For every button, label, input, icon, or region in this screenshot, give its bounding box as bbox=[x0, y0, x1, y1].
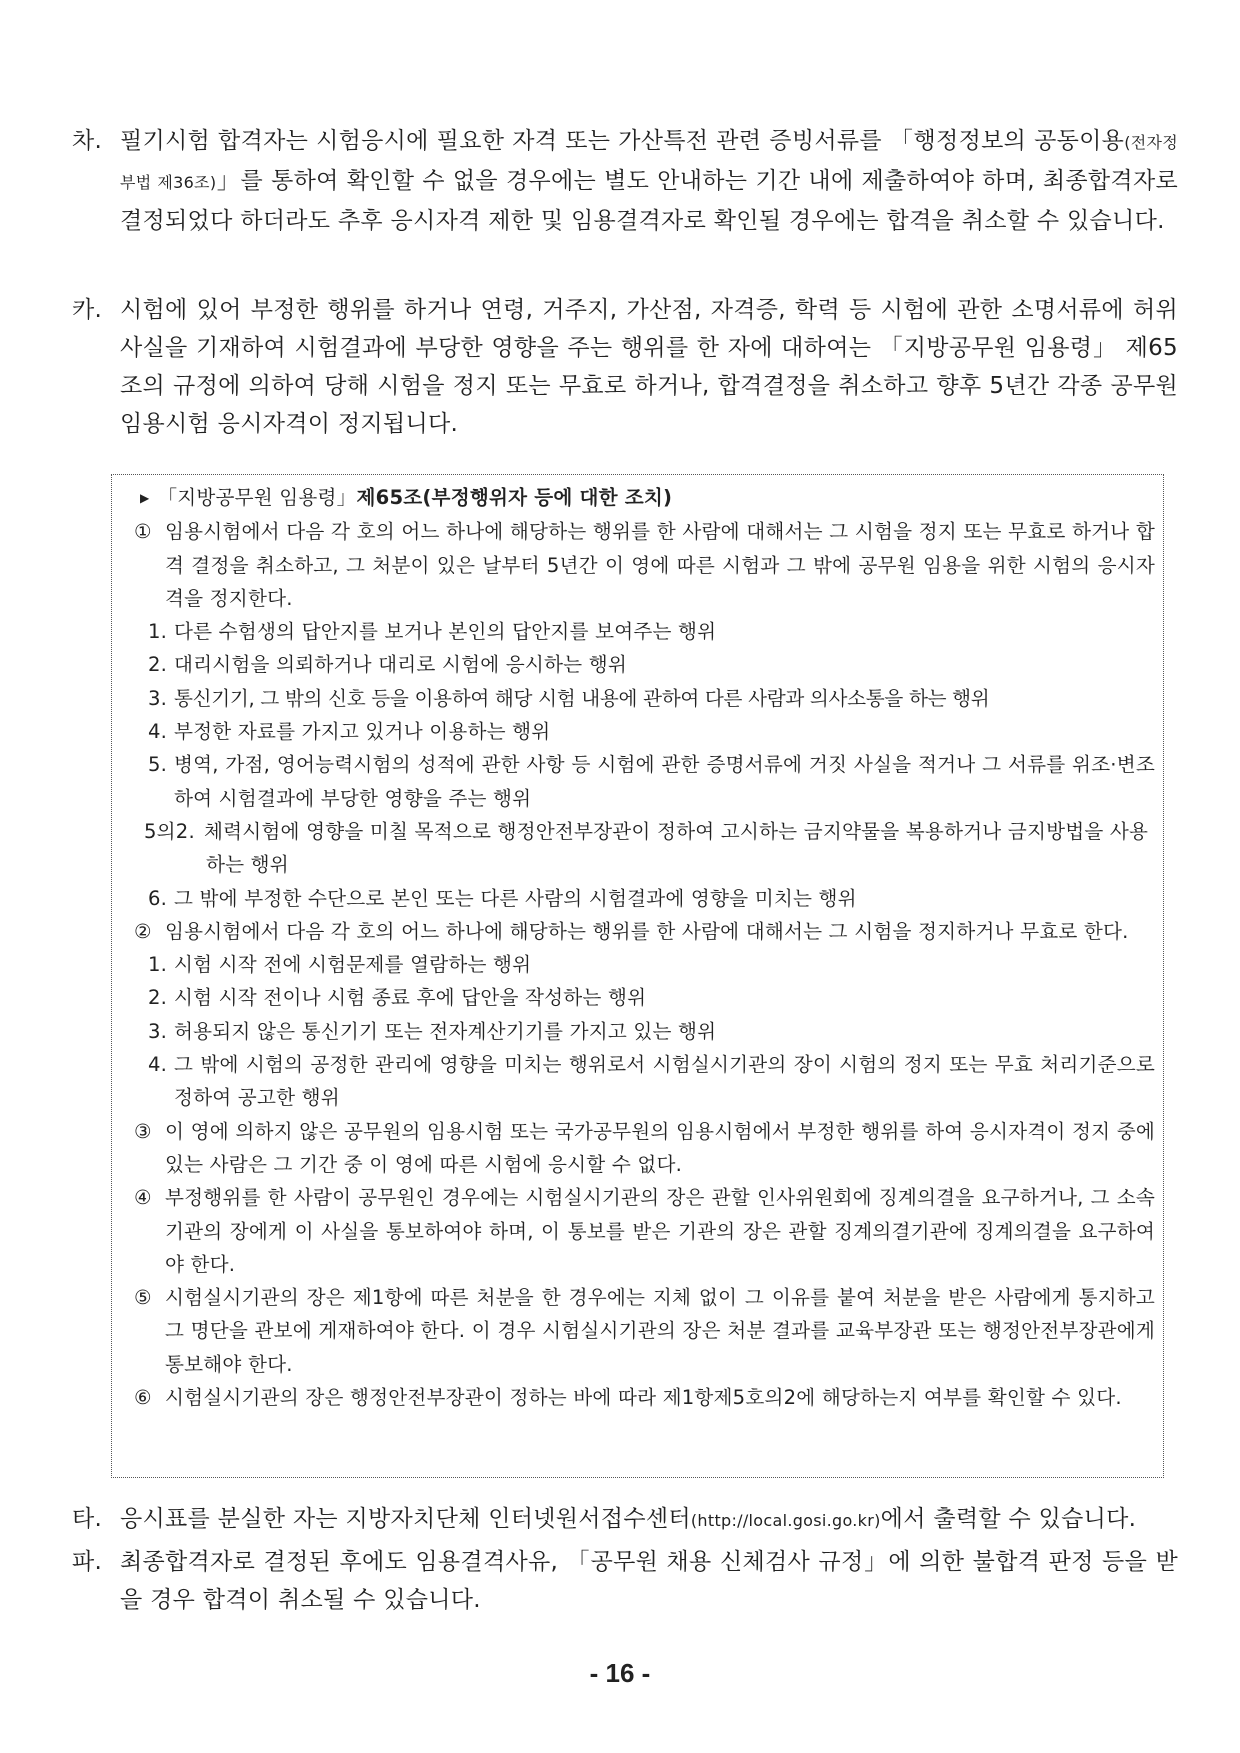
clause-number: ① bbox=[134, 520, 152, 544]
clause-1-item bbox=[122, 715, 1159, 748]
item-number: 3. bbox=[148, 686, 168, 710]
item-text: 시험 시작 전이나 시험 종료 후에 답안을 작성하는 행위 bbox=[174, 986, 647, 1010]
clause-text: 시험실시기관의 장은 제1항에 따른 처분을 한 경우에는 지체 없이 그 이유를 붙여 처분을 받은 사람에게 통지하고 그 명단을 관보에 게재하여야 한다. 이 경우 시험실시기관의 장은 처분 결과를 교육부장관 또는 행정안전부장관에게 통보해야 한다. bbox=[165, 1286, 1155, 1376]
paragraph-text: 응시표를 분실한 자는 지방자치단체 인터넷원서접수센터 bbox=[120, 1506, 691, 1532]
item-text: 대리시험을 의뢰하거나 대리로 시험에 응시하는 행위 bbox=[174, 653, 627, 677]
item-text: 체력시험에 영향을 미칠 목적으로 행정안전부장관이 정하여 고시하는 금지약물을 복용하거나 금지방법을 사용하는 행위 bbox=[204, 819, 1149, 877]
item-number: 5. bbox=[148, 753, 168, 777]
clause-text: 임용시험에서 다음 각 호의 어느 하나에 해당하는 행위를 한 사람에 대해서는 그 시험을 정지 또는 무효로 하거나 합격 결정을 취소하고, 그 처분이 있은 날부터 5년간 이 영에 따른 시험과 그 밖에 공무원 임용을 위한 시험의 응시자격을 정지한다. bbox=[165, 520, 1155, 610]
item-number: 5의2. bbox=[144, 819, 195, 843]
clause-2-item bbox=[122, 1048, 1159, 1115]
clause-text: 임용시험에서 다음 각 호의 어느 하나에 해당하는 행위를 한 사람에 대해서는 그 시험을 정지하거나 무효로 한다. bbox=[165, 919, 1129, 943]
clause-number: ② bbox=[134, 919, 152, 943]
website-url: (http://local.gosi.go.kr) bbox=[690, 1511, 881, 1530]
clause-1-item bbox=[122, 648, 1159, 681]
item-text: 통신기기, 그 밖의 신호 등을 이용하여 해당 시험 내용에 관하여 다른 사람과 의사소통을 하는 행위 bbox=[174, 686, 990, 710]
item-number: 2. bbox=[148, 653, 168, 677]
clause-number: ⑤ bbox=[134, 1286, 152, 1310]
item-text: 시험 시작 전에 시험문제를 열람하는 행위 bbox=[174, 953, 532, 977]
clause-text: 이 영에 의하지 않은 공무원의 임용시험 또는 국가공무원의 임용시험에서 부정한 행위를 하여 응시자격이 정지 중에 있는 사람은 그 기간 중 이 영에 따른 시험에 응시할 수 없다. bbox=[165, 1119, 1155, 1176]
item-number: 2. bbox=[148, 986, 168, 1010]
paragraph-text: 에서 출력할 수 있습니다. bbox=[880, 1506, 1137, 1532]
box-title bbox=[140, 481, 1159, 515]
item-text: 그 밖에 시험의 공정한 관리에 영향을 미치는 행위로서 시험실시기관의 장이 시험의 정지 또는 무효 처리기준으로 정하여 공고한 행위 bbox=[174, 1053, 1155, 1110]
clause-1-item bbox=[122, 882, 1159, 915]
clause-6 bbox=[122, 1381, 1159, 1414]
clause-text: 시험실시기관의 장은 행정안전부장관이 정하는 바에 따라 제1항제5호의2에 해당하는지 여부를 확인할 수 있다. bbox=[165, 1386, 1122, 1410]
clause-number: ④ bbox=[134, 1186, 152, 1210]
paragraph-marker: 카. bbox=[72, 297, 103, 323]
clause-1-item bbox=[122, 615, 1159, 648]
item-number: 6. bbox=[148, 886, 168, 910]
item-text: 허용되지 않은 통신기기 또는 전자계산기기를 가지고 있는 행위 bbox=[174, 1019, 717, 1043]
item-text: 병역, 가점, 영어능력시험의 성적에 관한 사항 등 시험에 관한 증명서류에 거짓 사실을 적거나 그 서류를 위조·변조하여 시험결과에 부당한 영향을 주는 행위 bbox=[174, 753, 1155, 810]
item-number: 3. bbox=[148, 1019, 168, 1043]
item-text: 부정한 자료를 가지고 있거나 이용하는 행위 bbox=[174, 720, 551, 744]
clause-5 bbox=[122, 1281, 1159, 1381]
paragraph-text: 최종합격자로 결정된 후에도 임용결격사유, 「공무원 채용 신체검사 규정」에 의한 불합격 판정 등을 받을 경우 합격이 취소될 수 있습니다. bbox=[120, 1549, 1178, 1613]
law-reference: (전자정부법 제36조) bbox=[120, 133, 1178, 192]
page-number: - 16 - bbox=[589, 1658, 651, 1688]
clause-4 bbox=[122, 1181, 1159, 1281]
item-text: 그 밖에 부정한 수단으로 본인 또는 다른 사람의 시험결과에 영향을 미치는 행위 bbox=[174, 886, 857, 910]
paragraph-pa bbox=[72, 1543, 1182, 1619]
paragraph-text: 시험에 있어 부정한 행위를 하거나 연령, 거주지, 가산점, 자격증, 학력 등 시험에 관한 소명서류에 허위사실을 기재하여 시험결과에 부당한 영향을 주는 행위를 한 자에 대하여는 「지방공무원 임용령」 제65조의 규정에 의하여 당해 시험을 정지 또는 무효로 하거나, 합격결정을 취소하고 향후 5년간 각종 공무원임용시험 응시자격이 정지됩니다. bbox=[120, 297, 1178, 437]
box-title-article: 제65조(부정행위자 등에 대한 조치) bbox=[356, 486, 673, 509]
paragraph-text: 필기시험 합격자는 시험응시에 필요한 자격 또는 가산특전 관련 증빙서류를 「행정정보의 공동이용 bbox=[120, 128, 1125, 154]
box-title-law: 「지방공무원 임용령」 bbox=[157, 486, 357, 509]
paragraph-marker: 파. bbox=[72, 1549, 103, 1575]
item-number: 1. bbox=[148, 953, 168, 977]
clause-2-item bbox=[122, 1015, 1159, 1048]
regulation-box bbox=[111, 474, 1164, 1478]
clause-number: ⑥ bbox=[134, 1386, 152, 1410]
clause-1-item bbox=[122, 815, 1159, 882]
clause-1 bbox=[122, 515, 1159, 615]
clause-1-item bbox=[122, 748, 1159, 815]
triangle-bullet-icon: ▶ bbox=[140, 491, 150, 505]
paragraph-ka bbox=[72, 291, 1182, 443]
clause-1-item bbox=[122, 682, 1159, 715]
item-number: 4. bbox=[148, 1053, 168, 1077]
paragraph-text: 」를 통하여 확인할 수 없을 경우에는 별도 안내하는 기간 내에 제출하여야 하며, 최종합격자로 결정되었다 하더라도 추후 응시자격 제한 및 임용결격자로 확인될 경우에는 합격을 취소할 수 있습니다. bbox=[120, 168, 1178, 234]
item-number: 1. bbox=[148, 620, 168, 644]
paragraph-marker: 타. bbox=[72, 1506, 103, 1532]
clause-2 bbox=[122, 915, 1159, 948]
clause-2-item bbox=[122, 948, 1159, 981]
clause-2-item bbox=[122, 981, 1159, 1014]
clause-text: 부정행위를 한 사람이 공무원인 경우에는 시험실시기관의 장은 관할 인사위원회에 징계의결을 요구하거나, 그 소속 기관의 장에게 이 사실을 통보하여야 하며, 이 통보를 받은 기관의 장은 관할 징계의결기관에 징계의결을 요구하여야 한다. bbox=[165, 1186, 1155, 1276]
item-number: 4. bbox=[148, 720, 168, 744]
item-text: 다른 수험생의 답안지를 보거나 본인의 답안지를 보여주는 행위 bbox=[174, 620, 717, 644]
paragraph-ta bbox=[72, 1500, 1182, 1540]
clause-number: ③ bbox=[134, 1119, 152, 1143]
paragraph-cha bbox=[72, 122, 1182, 240]
clause-3 bbox=[122, 1115, 1159, 1182]
paragraph-marker: 차. bbox=[72, 128, 103, 154]
